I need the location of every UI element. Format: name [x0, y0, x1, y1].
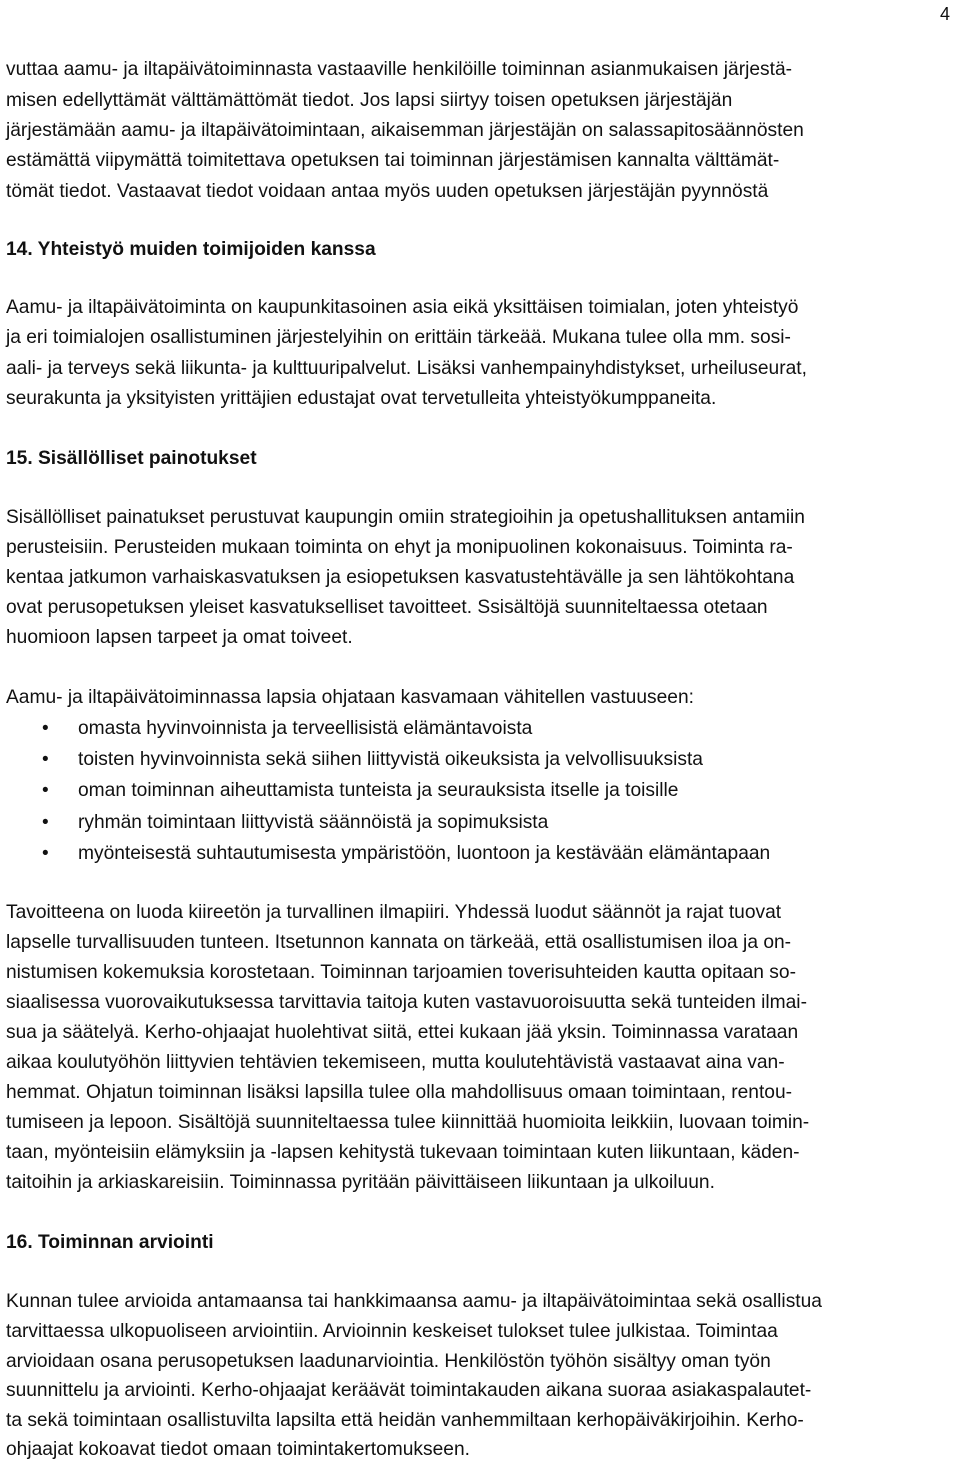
text-line: estämättä viipymättä toimitettava opetuksen tai toiminnan järjestämisen kannalta välttämät- [6, 150, 780, 171]
text-line: Aamu- ja iltapäivätoiminta on kaupunkitasoinen asia eikä yksittäisen toimialan, joten yhteistyö [6, 297, 799, 318]
text-line: suunnittelu ja arviointi. Kerho-ohjaajat keräävät toimintakauden aikana suoraa asiakaspalautet- [6, 1380, 812, 1401]
list-item: omasta hyvinvoinnista ja terveellisistä elämäntavoista [78, 718, 533, 739]
section-15-heading: 15. Sisällölliset painotukset [6, 448, 257, 469]
text-line: tarvittaessa ulkopuoliseen arviointiin. Arvioinnin keskeiset tulokset tulee julkistaa. Toimintaa [6, 1321, 778, 1342]
text-line: aikaa koulutyöhön liittyvien tehtävien tekemiseen, mutta koulutehtävistä vastaavat aina van- [6, 1052, 785, 1073]
text-line: misen edellyttämät välttämättömät tiedot. Jos lapsi siirtyy toisen opetuksen järjestäjän [6, 90, 733, 111]
text-line: vuttaa aamu- ja iltapäivätoiminnasta vastaaville henkilöille toiminnan asianmukaisen järjestä- [6, 59, 793, 80]
text-line: lapselle turvallisuuden tunteen. Itsetunnon kannata on tärkeää, että osallistumisen iloa ja on- [6, 932, 792, 953]
text-line: huomioon lapsen tarpeet ja omat toiveet. [6, 627, 353, 648]
text-line: seurakunta ja yksityisten yrittäjien edustajat ovat tervetulleita yhteistyökumppaneita. [6, 388, 717, 409]
list-item: oman toiminnan aiheuttamista tunteista ja seurauksista itselle ja toisille [78, 780, 679, 801]
text-line: hemmat. Ohjatun toiminnan lisäksi lapsilla tulee olla mahdollisuus omaan toimintaan, rentou- [6, 1082, 793, 1103]
text-line: Tavoitteena on luoda kiireetön ja turvallinen ilmapiiri. Yhdessä luodut säännöt ja rajat tuovat [6, 902, 782, 923]
text-line: ja eri toimialojen osallistuminen järjestelyihin on erittäin tärkeää. Mukana tulee olla mm. sosi- [6, 327, 791, 348]
text-line: taan, myönteisiin elämyksiin ja -lapsen kehitystä tukevaan toimintaan kuten liikuntaan, käden- [6, 1142, 800, 1163]
text-line: kentaa jatkumon varhaiskasvatuksen ja esiopetuksen kasvatustehtävälle ja sen lähtökohtana [6, 567, 795, 588]
text-line: ohjaajat kokoavat tiedot omaan toimintakertomukseen. [6, 1439, 470, 1460]
list-intro: Aamu- ja iltapäivätoiminnassa lapsia ohjataan kasvamaan vähitellen vastuuseen: [6, 687, 694, 708]
text-line: ovat perusopetuksen yleiset kasvatukselliset tavoitteet. Ssisältöjä suunniteltaessa otetaan [6, 597, 768, 618]
text-line: arvioidaan osana perusopetuksen laadunarviointia. Henkilöstön työhön sisältyy oman työn [6, 1351, 771, 1372]
text-line: Kunnan tulee arvioida antamaansa tai hankkimaansa aamu- ja iltapäivätoimintaa sekä osallistua [6, 1291, 822, 1312]
list-item: ryhmän toimintaan liittyvistä säännöistä ja sopimuksista [78, 812, 549, 833]
text-line: perusteisiin. Perusteiden mukaan toiminta on ehyt ja monipuolinen kokonaisuus. Toiminta ra- [6, 537, 793, 558]
text-line: järjestämään aamu- ja iltapäivätoimintaan, aikaisemman järjestäjän on salassapitosäännösten [6, 120, 804, 141]
text-line: Sisällölliset painatukset perustuvat kaupungin omiin strategioihin ja opetushallituksen antamiin [6, 507, 805, 528]
text-line: tömät tiedot. Vastaavat tiedot voidaan antaa myös uuden opetuksen järjestäjän pyynnöstä [6, 181, 769, 202]
bullet-icon: • [42, 749, 49, 770]
text-line: ta sekä toimintaan osallistuvilta lapsilta että heidän vanhemmiltaan kerhopäiväkirjoihin. Kerho- [6, 1410, 804, 1431]
text-line: siaalisessa vuorovaikutuksessa tarvittavia taitoja kuten vastavuoroisuutta sekä tunteiden ilmai- [6, 992, 807, 1013]
bullet-icon: • [42, 812, 49, 833]
page-number: 4 [939, 4, 950, 24]
bullet-icon: • [42, 718, 49, 739]
section-14-heading: 14. Yhteistyö muiden toimijoiden kanssa [6, 239, 376, 260]
text-line: taitoihin ja arkiaskareisiin. Toiminnassa pyritään päivittäiseen liikuntaan ja ulkoiluun. [6, 1172, 715, 1193]
list-item: myönteisestä suhtautumisesta ympäristöön, luontoon ja kestävään elämäntapaan [78, 843, 771, 864]
bullet-icon: • [42, 843, 49, 864]
section-16-heading: 16. Toiminnan arviointi [6, 1232, 214, 1253]
text-line: sua ja säätelyä. Kerho-ohjaajat huolehtivat siitä, ettei kukaan jää yksin. Toiminnassa varataan [6, 1022, 799, 1043]
list-item: toisten hyvinvoinnista sekä siihen liittyvistä oikeuksista ja velvollisuuksista [78, 749, 703, 770]
text-line: nistumisen kokemuksia korostetaan. Toiminnan tarjoamien toverisuhteiden kautta opitaan so- [6, 962, 796, 983]
text-line: tumiseen ja lepoon. Sisältöjä suunniteltaessa tulee kiinnittää huomioita leikkiin, luovaan toimin- [6, 1112, 810, 1133]
text-line: aali- ja terveys sekä liikunta- ja kulttuuripalvelut. Lisäksi vanhempainyhdistykset, urheiluseurat, [6, 358, 807, 379]
bullet-icon: • [42, 780, 49, 801]
